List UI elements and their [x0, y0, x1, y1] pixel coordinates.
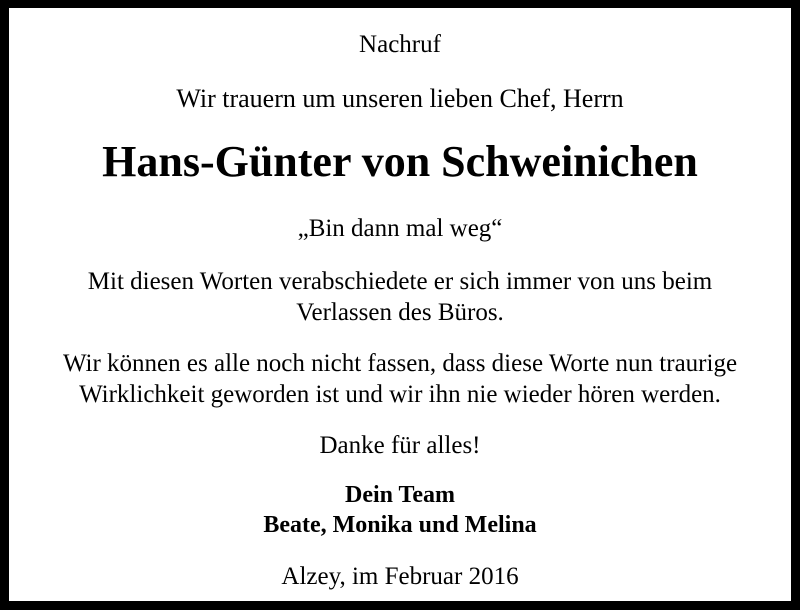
notice-thanks: Danke für alles!	[319, 431, 481, 459]
signature-title: Dein Team	[344, 482, 455, 509]
place-and-date: Alzey, im Februar 2016	[281, 563, 519, 591]
notice-kicker: Nachruf	[359, 31, 441, 58]
deceased-name: Hans-Günter von Schweinichen	[102, 137, 698, 187]
notice-paragraph-2: Wir können es alle noch nicht fassen, dass diese Worte nun traurige Wirklichkeit geworden ist und wir ihn nie wieder hören werden.	[62, 350, 738, 409]
notice-quote: „Bin dann mal weg“	[297, 215, 503, 243]
obituary-notice	[9, 8, 791, 601]
signature-names: Beate, Monika und Melina	[263, 512, 537, 539]
notice-intro: Wir trauern um unseren lieben Chef, Herrn	[176, 83, 624, 113]
notice-paragraph-1: Mit diesen Worten verabschiedete er sich immer von uns beim Verlassen des Büros.	[87, 267, 713, 326]
